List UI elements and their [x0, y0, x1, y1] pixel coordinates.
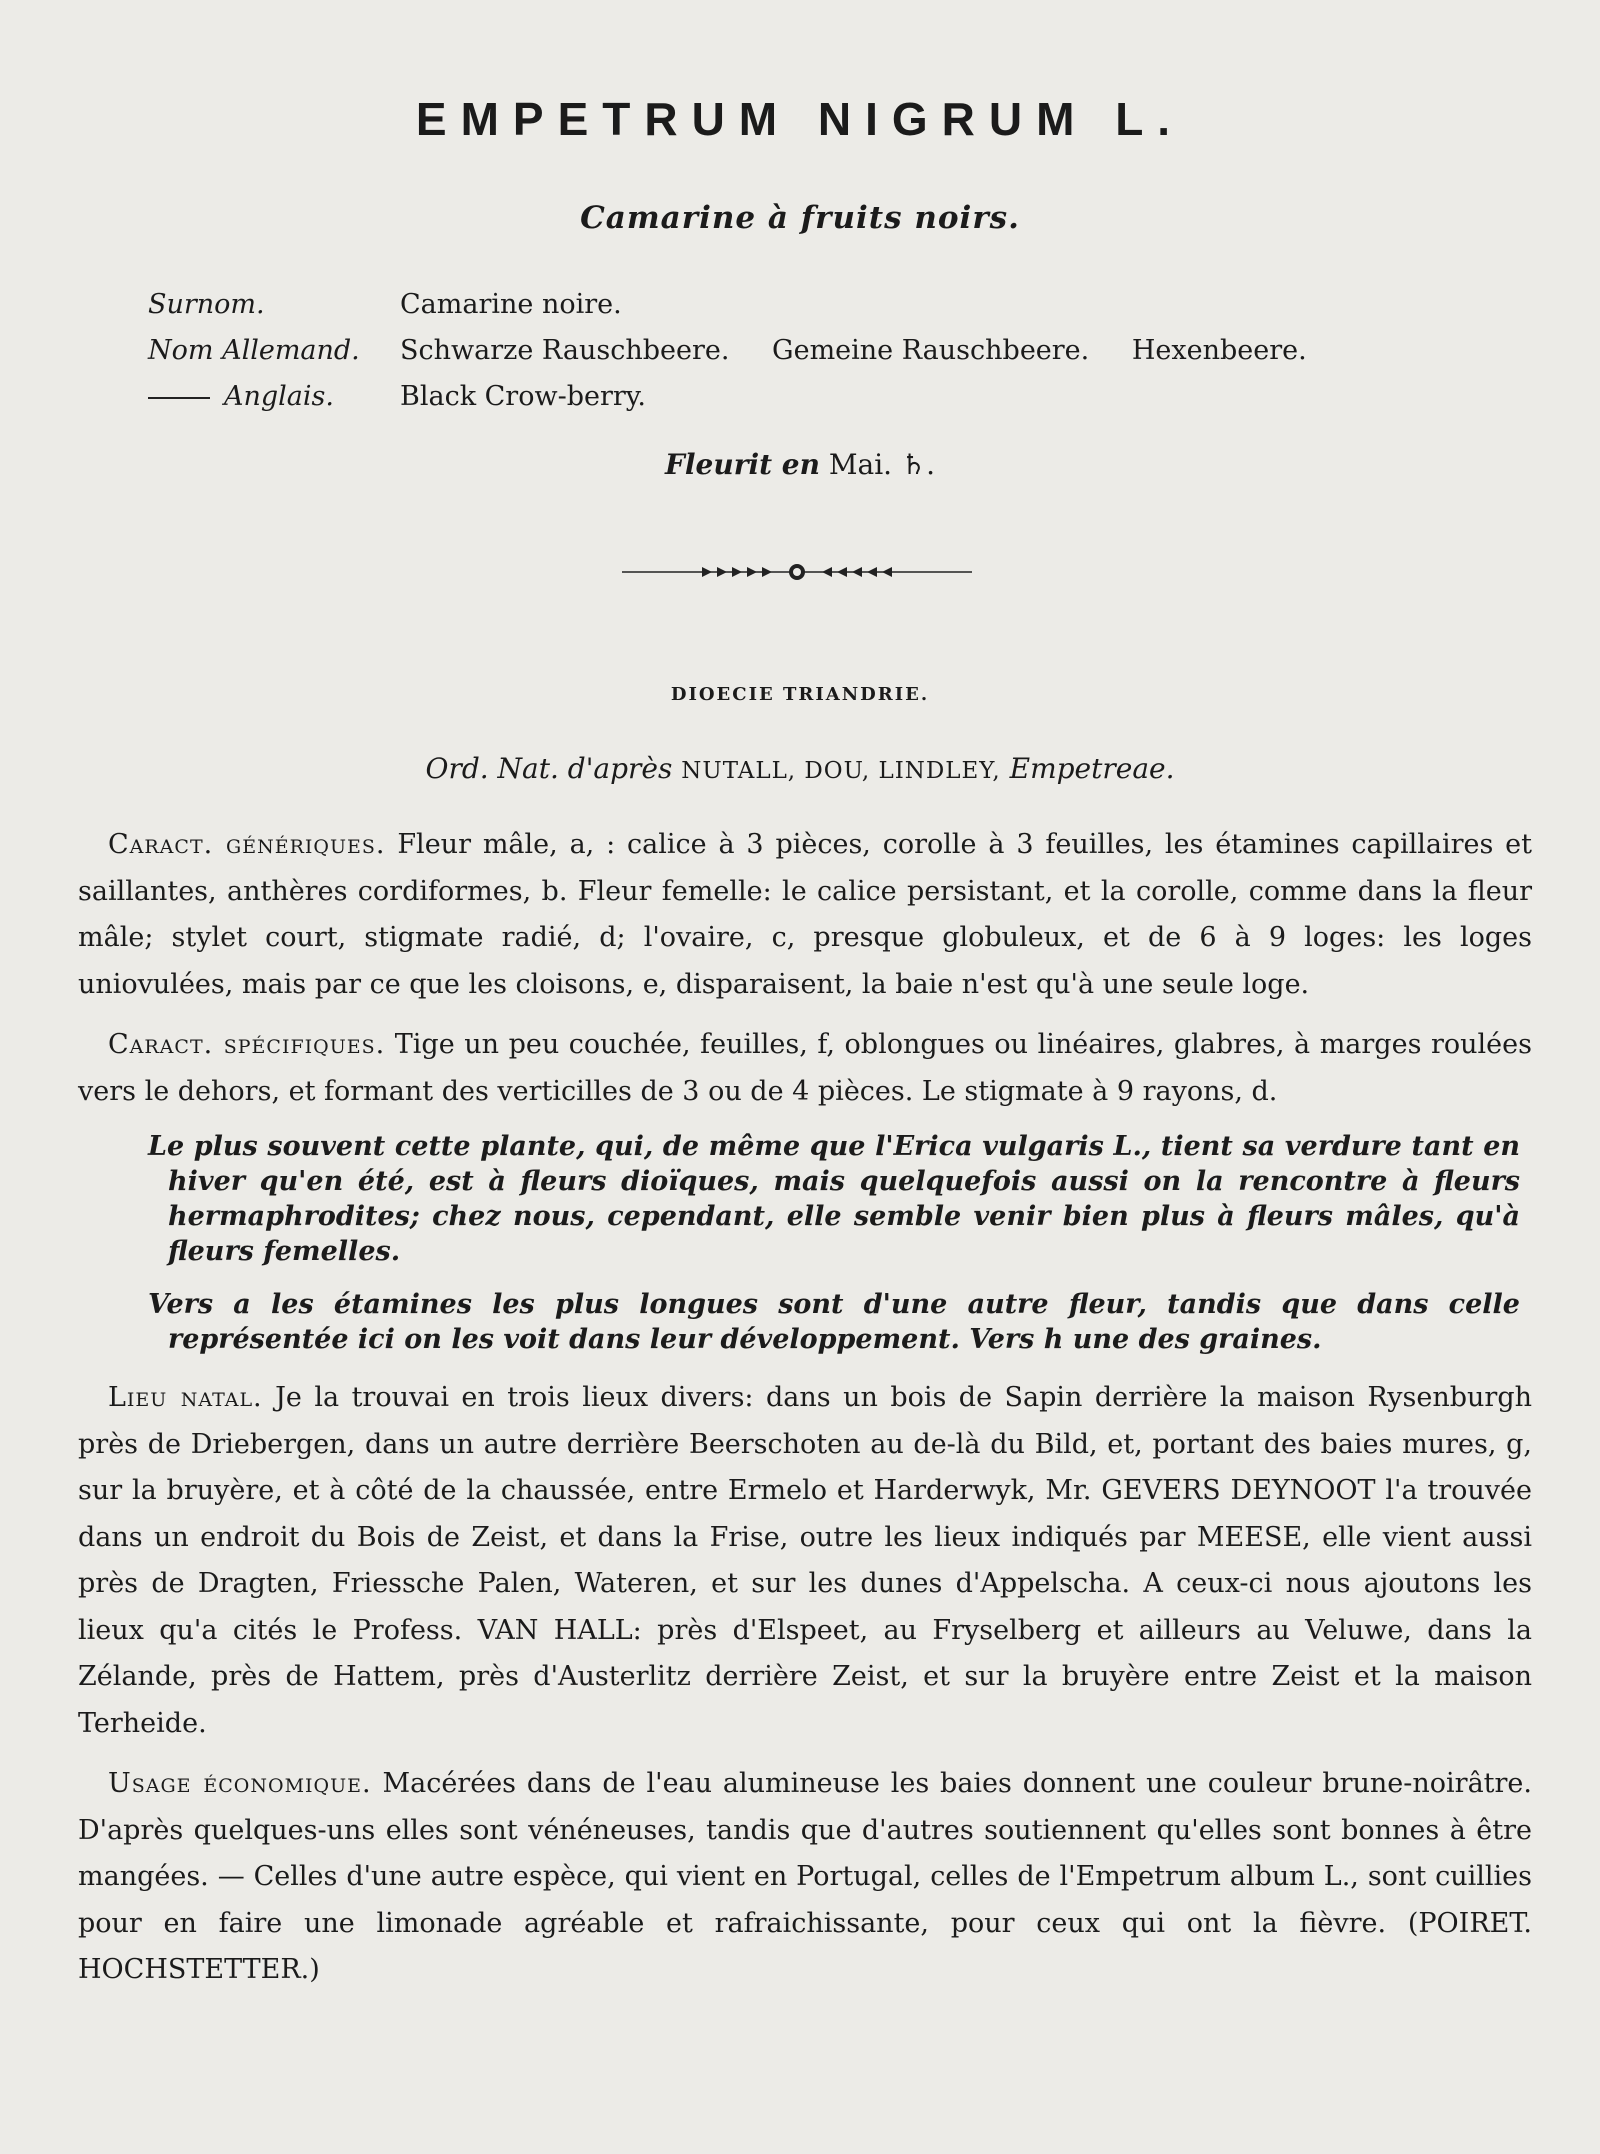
description-body [78, 822, 1532, 2008]
section-heading: Lieu natal. [108, 1382, 263, 1413]
page-title: EMPETRUM NIGRUM L. [415, 93, 1185, 145]
names-label: Surnom. [148, 289, 265, 320]
names-row-surnom [148, 282, 1341, 328]
names-value: Schwarze Rauschbeere. [400, 335, 730, 366]
habitat-paragraph [78, 1375, 1532, 1747]
section-heading: Caract. génériques. [108, 829, 386, 860]
names-row-anglais [148, 374, 1341, 420]
classification-heading: DIOECIE TRIANDRIE. [670, 684, 930, 705]
section-text: Macérées dans de l'eau alumineuse les baies donnent une couleur brune-noirâtre. D'après quelques-uns elles sont vénéneuses, tandis que d'autres soutiennent qu'elles sont bonnes à être mangées. — Celles d'une autre espèce, qui vient en Portugal, celles de l'Empetrum album L., sont cuillies pour en faire une limonade agréable et rafraichissante, pour ceux qui ont la fièvre. (POIRET. HOCHSTETTER.) [78, 1768, 1532, 1985]
flowering-label: Fleurit en [665, 448, 820, 481]
page-subtitle: Camarine à fruits noirs. [580, 200, 1020, 236]
section-heading: Usage économique. [108, 1768, 372, 1799]
names-row-allemand [148, 328, 1341, 374]
names-value: Gemeine Rauschbeere. [772, 335, 1090, 366]
ordnat-authors: NUTALL, DOU, LINDLEY, [681, 758, 1001, 784]
specific-characters-paragraph [78, 1022, 1532, 1115]
names-value: Camarine noire. [400, 289, 622, 320]
section-text: Je la trouvai en trois lieux divers: dans un bois de Sapin derrière la maison Rysenburgh près de Driebergen, dans un autre derrière Beerschoten au de-là du Bild, et, portant des baies mures, g, sur la bruyère, et à côté de la chaussée, entre Ermelo et Harderwyk, Mr. GEVERS DEYNOOT l'a trouvée dans un endroit du Bois de Zeist, et dans la Frise, outre les lieux indiqués par MEESE, elle vient aussi près de Dragten, Friessche Palen, Wateren, et sur les dunes d'Appelscha. A ceux-ci nous ajoutons les lieux qu'a cités le Profess. VAN HALL: près d'Elspeet, au Fryselberg et ailleurs au Veluwe, dans la Zélande, près de Hattem, près d'Austerlitz derrière Zeist, et sur la bruyère entre Zeist et la maison Terheide. [78, 1382, 1532, 1739]
section-heading: Caract. spécifiques. [108, 1029, 386, 1060]
names-value: Hexenbeere. [1131, 335, 1307, 366]
ornament-divider-icon [622, 560, 972, 584]
ordnat-prefix: Ord. Nat. d'après [425, 752, 673, 785]
ditto-dash [148, 397, 210, 399]
names-label: Nom Allemand. [148, 335, 360, 366]
common-names [148, 282, 1341, 420]
natural-order-line [0, 752, 1600, 785]
note-paragraph: Vers a les étamines les plus longues sont d'une autre fleur, tandis que dans celle représentée ici on les voit dans leur développement. Vers h une des graines. [148, 1289, 1520, 1355]
note-paragraph: Le plus souvent cette plante, qui, de même que l'Erica vulgaris L., tient sa verdure tant en hiver qu'en été, est à fleurs dioïques, mais quelquefois aussi on la rencontre à fleurs hermaphrodites; chez nous, cependant, elle semble venir bien plus à fleurs mâles, qu'à fleurs femelles. [148, 1131, 1520, 1267]
section-text: Tige un peu couchée, feuilles, f, oblongues ou linéaires, glabres, à marges roulées vers le dehors, et formant des verticilles de 3 ou de 4 pièces. Le stigmate à 9 rayons, d. [78, 1029, 1532, 1107]
flowering-line [0, 448, 1600, 481]
generic-characters-paragraph [78, 822, 1532, 1008]
names-value: Black Crow-berry. [400, 381, 647, 412]
section-text: Fleur mâle, a, : calice à 3 pièces, corolle à 3 feuilles, les étamines capillaires et saillantes, anthères cordiformes, b. Fleur femelle: le calice persistant, et la corolle, comme dans la fleur mâle; stylet court, stigmate radié, d; l'ovaire, c, presque globuleux, et de 6 à 9 loges: les loges uniovulées, mais par ce que les cloisons, e, disparaisent, la baie n'est qu'à une seule loge. [78, 829, 1532, 1000]
names-label: Anglais. [224, 381, 334, 412]
saturn-symbol-icon: ♄. [900, 448, 935, 481]
economic-use-paragraph [78, 1761, 1532, 1994]
flowering-month: Mai. [828, 448, 893, 481]
ordnat-family: Empetreae. [1009, 752, 1175, 785]
